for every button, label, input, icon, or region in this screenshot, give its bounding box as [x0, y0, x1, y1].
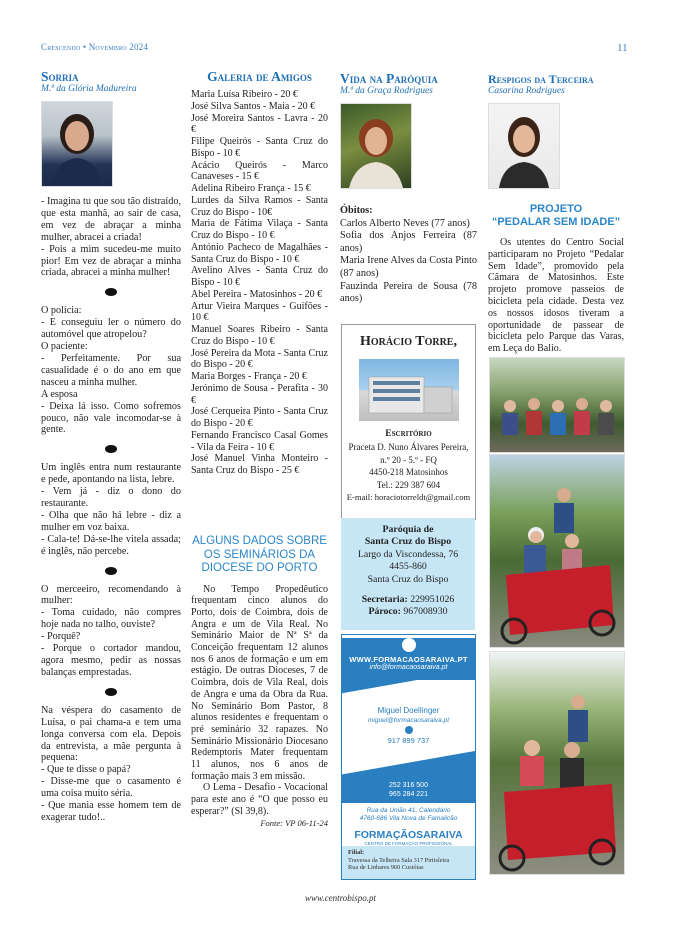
galeria-entry: Maria de Fátima Vilaça - Santa Cruz do Bispo - 10 €	[191, 218, 328, 241]
sorria-p11: - Olha que não há lebre - diz a mulher em voz baixa.	[41, 509, 181, 533]
sorria-p15: - Porquê?	[41, 631, 81, 643]
page-number: 11	[617, 42, 628, 54]
horacio-torre-ad	[341, 324, 476, 520]
paroquia-name1: Paróquia de	[382, 524, 434, 535]
horacio-addr2: n.º 20 - 5.º - FQ	[380, 454, 437, 465]
seminarios-body	[191, 584, 328, 830]
paroco-phone: 967008930	[403, 606, 448, 618]
sorria-p12: - Cala-te! Dá-se-lhe vitela assada; é inglês, não percebe.	[41, 533, 181, 557]
galeria-column	[191, 70, 328, 477]
separator-dot	[105, 688, 117, 696]
sorria-p10: - Vem já - diz o dono do restaurante.	[41, 486, 181, 510]
bike-photo-illustration	[490, 455, 624, 647]
seminarios-p2: O Lema - Desafio - Vocacional para este ano é “O que posso eu esperar?” (Sl 39,8).	[191, 782, 328, 817]
phone-icon	[405, 726, 413, 734]
building-photo	[359, 359, 459, 421]
sorria-p9: Um inglês entra num restaurante e pede, apontando na lista, lebre.	[41, 462, 181, 486]
paroquia-title: Vida na Paróquia	[340, 71, 438, 86]
author-photo-casarina	[488, 103, 560, 189]
project-title	[488, 203, 624, 229]
galeria-entry: José Pereira da Mota - Santa Cruz do Bispo - 20 €	[191, 347, 328, 371]
obito-entry: Sofia dos Anjos Ferreira (87 anos)	[340, 230, 477, 254]
sorria-p19: - Disse-me que o casamento é uma coisa muito séria.	[41, 776, 181, 800]
horacio-name: Horácio Torre,	[360, 334, 457, 349]
sorria-p17: Na véspera do casamento de Luísa, o pai chama-a e tem uma longa conversa com ela. Depois da entrevista, a mãe pergunta à pequena:	[41, 704, 181, 764]
ad-contact-name: Miguel Doellinger	[377, 706, 440, 715]
ad-brand: FORMAÇÃOSARAIVA	[354, 829, 463, 841]
separator-dot	[105, 567, 117, 575]
respigos-author: Casarina Rodrigues	[488, 86, 565, 96]
portrait-illustration	[42, 102, 112, 186]
building-illustration	[359, 359, 459, 421]
filial-box	[342, 846, 475, 879]
ad-bottom-band	[342, 779, 475, 803]
ad-contact-email: miguel@formacaosaraiva.pt	[367, 717, 450, 724]
sorria-author: M.ª da Glória Madureira	[41, 84, 137, 94]
project-photo-bike-1	[489, 454, 625, 648]
filial-addr1: Travessa da Telheira Sala 317 Pirtisleira	[348, 856, 450, 864]
sorria-p13: O merceeiro, recomendando à mulher:	[41, 583, 181, 607]
bike-photo-illustration	[490, 652, 624, 874]
globe-icon	[402, 638, 416, 652]
galeria-entry: Jerónimo de Sousa - Perafita - 30 €	[191, 382, 328, 406]
obito-entry: Maria Irene Alves da Costa Pinto (87 anos)	[340, 255, 477, 279]
galeria-title: Galeria de Amigos	[207, 69, 312, 84]
secretaria-phone: 229951026	[410, 594, 455, 606]
galeria-entry: Acácio Queirós - Marco Canaveses - 15 €	[191, 159, 328, 183]
ad-email: info@formacaosaraiva.pt	[369, 664, 448, 671]
sorria-p4: - E conseguiu ler o número do automóvel que atropelou?	[41, 317, 181, 341]
ad-wave-lower	[342, 751, 475, 779]
paroquia-addr1: Largo da Viscondessa, 76	[357, 548, 459, 560]
seminarios-source: Fonte: VP 06-11-24	[260, 817, 328, 828]
ad-addr2: 4760-686 Vila Nova de Famalicão	[359, 815, 458, 822]
galeria-entry: Fernando Francisco Casal Gomes - Vila da Feira - 10 €	[191, 429, 328, 453]
obito-entry: Fauzinda Pereira de Sousa (78 anos)	[340, 280, 477, 305]
horacio-email: E-mail: horaciotorreldt@gmail.com	[346, 492, 471, 502]
obito-entry: Carlos Alberto Neves (77 anos)	[340, 217, 470, 229]
filial-addr2: Rua de Linhares 960 Custóias	[348, 864, 424, 871]
horacio-address	[342, 441, 475, 504]
horacio-office-label: Escritório	[385, 429, 432, 439]
galeria-entry: José Moreira Santos - Lavra - 20 €	[191, 112, 328, 136]
project-text: Os utentes do Centro Social participaram no Projeto “Pedalar Sem Idade”, promovido pela Câmara de Matosinhos. Este projeto promove passeios de bicicleta pela cidade. Desta vez os nossos idosos tiveram a oportunidade de passear de bicicleta pelo Parque das Varas, em Leça do Balio.	[488, 237, 624, 355]
sorria-title: Sorria	[41, 69, 79, 84]
sorria-column	[41, 70, 181, 824]
seminarios-title: ALGUNS DADOS SOBRE OS SEMINÁRIOS DA DIOCESE DO PORTO	[192, 535, 327, 574]
ad-address	[342, 807, 475, 823]
galeria-entry: Lurdes da Silva Ramos - Santa Cruz do Bispo - 10€	[191, 194, 328, 218]
galeria-entry: Maria Luísa Ribeiro - 20 €	[191, 89, 298, 100]
galeria-entry: José Manuel Vinha Monteiro - Santa Cruz do Bispo - 25 €	[191, 453, 328, 476]
group-photo-illustration	[490, 358, 624, 452]
ad-brand-sub: CENTRO DE FORMAÇÃO PROFISSIONAL	[364, 841, 453, 846]
sorria-p16: - Porque o cortador mandou, agora mesmo, pedir as nossas balanças emprestadas.	[41, 643, 181, 678]
portrait-illustration	[341, 104, 411, 188]
project-photo-bike-2	[489, 651, 625, 875]
ad-addr1: Rua da União 41, Calendário	[366, 807, 451, 814]
secretaria-label: Secretaria:	[361, 594, 408, 606]
paroco-line	[341, 606, 475, 618]
filial-label: Filial:	[348, 849, 365, 856]
project-photo-group	[489, 357, 625, 453]
galeria-entry: Maria Borges - França - 20 €	[191, 371, 307, 382]
respigos-column	[488, 72, 624, 355]
sorria-p18: - Que te disse o papá?	[41, 764, 131, 776]
project-title-line2: “PEDALAR SEM IDADE”	[491, 216, 621, 228]
paroquia-contact	[341, 518, 475, 619]
galeria-entry: Adelina Ribeiro França - 15 €	[191, 183, 311, 194]
paroquia-author: M.ª da Graça Rodrigues	[340, 86, 433, 96]
sorria-p20: - Que mania esse homem tem de exagerar tudo!..	[41, 800, 181, 823]
sorria-p3: O polícia:	[41, 305, 82, 317]
paroquia-contact-box	[341, 518, 475, 630]
seminarios-p1: No Tempo Propedêutico frequentam cinco alunos do Porto, dois de Coimbra, dois de Angra e um de Vila Real. No Seminário Maior de Nª Sª da Conceição frequentam 12 alunos nos 6 anos de formação e um em estágio. De outras Dioceses, 7 de Coimbra, dois de Vila Real, dois de Angra e uma da Obra da Rua. No Seminário Bom Pastor, 8 alunos residentes e frequentam o pré seminário 32 rapazes. No Seminário Missionário Diocesano Redemptoris Mater frequentam 11 alunos, nos 6 anos de formação mais 3 em missão.	[191, 583, 328, 782]
separator-dot	[105, 288, 117, 296]
ad-contact-phone: 917 899 737	[387, 736, 430, 745]
sorria-p1: - Imagina tu que sou tão distraído, que esta manhã, ao sair de casa, em vez de abraçar a minha mulher, abracei a criada!	[41, 196, 181, 243]
separator-dot	[105, 445, 117, 453]
portrait-illustration	[489, 104, 559, 188]
paroquia-addr3: Santa Cruz do Bispo	[367, 573, 449, 585]
running-header: Crescendo • Novembro 2024	[41, 42, 149, 52]
obitos-section	[340, 205, 477, 306]
ad-contact	[342, 706, 475, 745]
ad-phone1: 252 316 500	[389, 782, 428, 789]
seminarios-article	[191, 535, 328, 829]
galeria-entry: Manuel Soares Ribeiro - Santa Cruz do Bispo - 10 €	[191, 324, 328, 347]
galeria-entry: António Pacheco de Magalhães - Santa Cruz do Bispo - 10 €	[191, 241, 328, 265]
sorria-p8: - Deixa lá isso. Como sofremos pouco, não vale incomodar-se à gente.	[41, 400, 181, 436]
horacio-addr3: 4450-218 Matosinhos	[369, 467, 448, 477]
galeria-entry: José Cerqueira Pinto - Santa Cruz do Bispo - 20 €	[191, 406, 328, 429]
obitos-label: Óbitos:	[340, 205, 373, 216]
horacio-addr1: Praceta D. Nuno Álvares Pereira,	[348, 442, 469, 452]
secretaria-line	[341, 594, 475, 606]
sorria-p5: O paciente:	[41, 341, 88, 353]
paroquia-name2: Santa Cruz do Bispo	[364, 536, 452, 548]
galeria-entry: José Silva Santos - Maia - 20 €	[191, 100, 316, 112]
project-title-line1: PROJETO	[529, 203, 583, 215]
ad-phone2: 965 284 221	[389, 791, 428, 798]
sorria-p6: - Perfeitamente. Por sua casualidade é o do ano em que nasceu a minha mulher.	[41, 352, 181, 388]
galeria-entry: Artur Vieira Marques - Guifões - 10 €	[191, 300, 328, 324]
formacao-saraiva-ad	[341, 634, 476, 880]
sorria-p7: A esposa	[41, 388, 78, 400]
paroquia-addr2: 4455-860	[389, 561, 427, 573]
author-photo-madureira	[41, 101, 113, 187]
galeria-entry: Abel Pereira - Matosinhos - 20 €	[191, 288, 323, 300]
paroco-label: Pároco:	[368, 606, 401, 618]
sorria-p14: - Toma cuidado, não compres hoje nada no talho, ouviste?	[41, 607, 181, 631]
galeria-entry: Avelino Alves - Santa Cruz do Bispo - 10 €	[191, 265, 328, 288]
sorria-p2: - Pois a mim sucedeu-me muito pior! Em vez de abraçar a minha criada, abracei a minha mulher!	[41, 243, 181, 279]
sorria-jokes	[41, 196, 181, 824]
galeria-list	[191, 89, 328, 477]
author-photo-rodrigues	[340, 103, 412, 189]
horacio-tel: Tel.: 229 387 604	[376, 479, 441, 490]
ad-top-band	[342, 638, 475, 680]
galeria-entry: Filipe Queirós - Santa Cruz do Bispo - 10 €	[191, 136, 328, 159]
obitos-list	[340, 218, 477, 306]
ad-wave	[342, 680, 475, 700]
footer-url: www.centrobispo.pt	[304, 893, 376, 903]
paroquia-column	[340, 72, 477, 306]
respigos-title: Respigos da Terceira	[488, 72, 594, 86]
ad-site: WWW.FORMACAOSARAIVA.PT	[349, 655, 468, 664]
